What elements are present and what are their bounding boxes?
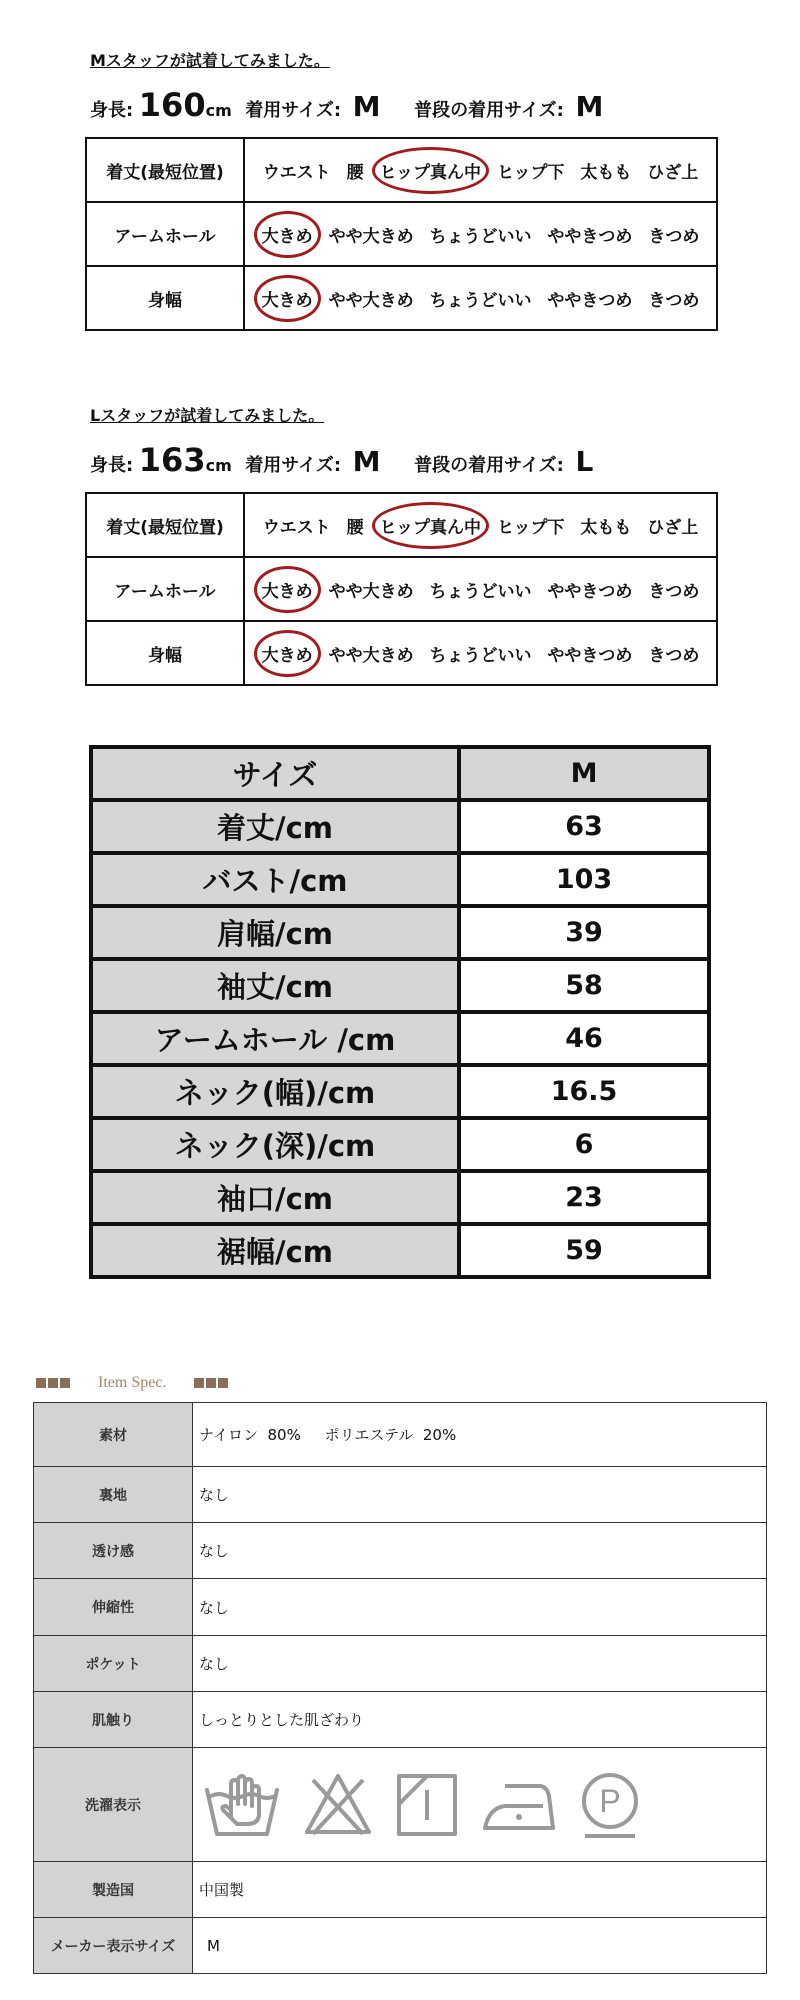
square-bullet-icon <box>48 1378 58 1388</box>
spec-row-pocket <box>34 1636 767 1692</box>
fit-options <box>244 138 717 202</box>
fit-row-label: アームホール <box>86 202 244 266</box>
spec-row-care <box>34 1748 767 1862</box>
item-spec-title <box>36 1374 230 1392</box>
spec-value: M <box>193 1918 767 1974</box>
spec-row-origin <box>34 1862 767 1918</box>
fit-option: やや大きめ <box>328 290 414 311</box>
care-symbols <box>193 1748 767 1862</box>
fit-option: きつめ <box>648 226 700 247</box>
square-bullet-icon <box>60 1378 70 1388</box>
size-row-value: 59 <box>459 1224 709 1277</box>
fit-option: やや大きめ <box>328 581 414 602</box>
spec-value: ナイロン 80% ポリエステル 20% <box>193 1403 767 1467</box>
spec-label: 伸縮性 <box>34 1579 193 1636</box>
fit-option-selected: ヒップ真ん中 <box>380 158 482 183</box>
item-spec-table <box>33 1402 767 1974</box>
worn-size-value: M <box>352 90 381 123</box>
square-bullet-icon <box>36 1378 46 1388</box>
usual-size-value: M <box>575 90 604 123</box>
dry-clean-p-icon <box>579 1770 641 1840</box>
size-row-bust <box>91 853 709 906</box>
fit-row-label: 着丈(最短位置) <box>86 493 244 557</box>
fit-option-selected: 大きめ <box>262 222 313 247</box>
height-unit: cm <box>205 456 232 475</box>
size-row-label: ネック(深)/cm <box>91 1118 459 1171</box>
size-row-neck-width <box>91 1065 709 1118</box>
fit-row-armhole <box>86 557 717 621</box>
staff-l-measurements <box>90 441 621 479</box>
spec-row-material <box>34 1403 767 1467</box>
fit-option: ウエスト <box>262 517 331 538</box>
spec-label: ポケット <box>34 1636 193 1692</box>
square-bullet-icon <box>206 1378 216 1388</box>
spec-row-sheerness <box>34 1523 767 1579</box>
fit-row-label: 身幅 <box>86 621 244 685</box>
staff-m-heading-text: Mスタッフが試着してみました。 <box>90 51 330 70</box>
spec-value: しっとりとした肌ざわり <box>193 1692 767 1748</box>
fit-option-selected: 大きめ <box>262 577 313 602</box>
usual-size-label: 普段の着用サイズ: <box>414 455 564 476</box>
spec-value: なし <box>193 1467 767 1523</box>
fit-option: やや大きめ <box>328 645 414 666</box>
fit-options <box>244 202 717 266</box>
spec-label: 肌触り <box>34 1692 193 1748</box>
fit-option: ややきつめ <box>547 581 633 602</box>
fit-option: きつめ <box>648 645 700 666</box>
worn-size-label: 着用サイズ: <box>245 455 342 476</box>
do-not-bleach-icon <box>303 1770 373 1840</box>
hand-wash-icon <box>203 1770 281 1840</box>
staff-m-measurements <box>90 86 631 124</box>
spec-value: なし <box>193 1636 767 1692</box>
staff-m-fit-table <box>85 137 718 331</box>
fit-option-selected: 大きめ <box>262 286 313 311</box>
spec-label: 洗濯表示 <box>34 1748 193 1862</box>
low-iron-icon <box>481 1770 557 1840</box>
fit-option: ひざ上 <box>647 162 699 183</box>
staff-l-fit-table <box>85 492 718 686</box>
staff-m-heading <box>90 48 368 71</box>
size-row-label: 裾幅/cm <box>91 1224 459 1277</box>
spec-value: なし <box>193 1579 767 1636</box>
fit-option-selected: 大きめ <box>262 641 313 666</box>
spec-value: 中国製 <box>193 1862 767 1918</box>
size-row-value: 58 <box>459 959 709 1012</box>
fit-option: ウエスト <box>262 162 331 183</box>
fit-row-label: 身幅 <box>86 266 244 330</box>
fit-options <box>244 266 717 330</box>
fit-option: ややきつめ <box>547 290 633 311</box>
worn-size-value: M <box>352 445 381 478</box>
fit-row-width <box>86 266 717 330</box>
spec-row-texture <box>34 1692 767 1748</box>
spec-label: 透け感 <box>34 1523 193 1579</box>
spec-label: メーカー表示サイズ <box>34 1918 193 1974</box>
size-row-value: 103 <box>459 853 709 906</box>
fit-row-width <box>86 621 717 685</box>
fit-option: 腰 <box>346 517 364 538</box>
size-table-header <box>91 747 709 800</box>
size-row-value: 46 <box>459 1012 709 1065</box>
fit-option: ヒップ下 <box>496 162 565 183</box>
size-row-cuff <box>91 1171 709 1224</box>
fit-row-length <box>86 138 717 202</box>
size-row-label: バスト/cm <box>91 853 459 906</box>
size-row-shoulder <box>91 906 709 959</box>
height-unit: cm <box>205 101 232 120</box>
fit-option: きつめ <box>648 290 700 311</box>
size-row-label: 肩幅/cm <box>91 906 459 959</box>
size-row-armhole <box>91 1012 709 1065</box>
fit-options <box>244 493 717 557</box>
fit-option: きつめ <box>648 581 700 602</box>
usual-size-value: L <box>575 445 594 478</box>
fit-option: やや大きめ <box>328 226 414 247</box>
fit-option: 太もも <box>580 517 632 538</box>
spec-label: 製造国 <box>34 1862 193 1918</box>
fit-option: ひざ上 <box>647 517 699 538</box>
fit-option: ちょうどいい <box>429 226 532 247</box>
usual-size-label: 普段の着用サイズ: <box>414 100 564 121</box>
fit-row-label: 着丈(最短位置) <box>86 138 244 202</box>
spec-row-lining <box>34 1467 767 1523</box>
height-value: 160 <box>138 86 206 124</box>
size-row-sleeve <box>91 959 709 1012</box>
fit-option: ちょうどいい <box>429 290 532 311</box>
spec-label: 裏地 <box>34 1467 193 1523</box>
height-label: 身長: <box>90 455 134 476</box>
size-row-label: アームホール /cm <box>91 1012 459 1065</box>
size-row-value: 16.5 <box>459 1065 709 1118</box>
spec-value: なし <box>193 1523 767 1579</box>
square-bullet-icon <box>194 1378 204 1388</box>
square-bullet-icon <box>218 1378 228 1388</box>
fit-option: ヒップ下 <box>496 517 565 538</box>
fit-options <box>244 557 717 621</box>
fit-options <box>244 621 717 685</box>
fit-option-selected: ヒップ真ん中 <box>380 513 482 538</box>
size-row-label: 袖口/cm <box>91 1171 459 1224</box>
size-row-value: 39 <box>459 906 709 959</box>
item-spec-title-text: Item Spec. <box>98 1374 167 1392</box>
size-table <box>89 745 711 1279</box>
fit-option: ややきつめ <box>547 226 633 247</box>
svg-text:P: P <box>599 1782 621 1819</box>
worn-size-label: 着用サイズ: <box>245 100 342 121</box>
size-row-label: ネック(幅)/cm <box>91 1065 459 1118</box>
size-row-value: 6 <box>459 1118 709 1171</box>
height-label: 身長: <box>90 100 134 121</box>
size-row-value: 63 <box>459 800 709 853</box>
fit-row-armhole <box>86 202 717 266</box>
fit-option: 腰 <box>346 162 364 183</box>
size-row-value: 23 <box>459 1171 709 1224</box>
fit-option: ちょうどいい <box>429 645 532 666</box>
fit-row-label: アームホール <box>86 557 244 621</box>
staff-l-heading <box>90 403 362 426</box>
size-row-label: 袖丈/cm <box>91 959 459 1012</box>
size-row-neck-depth <box>91 1118 709 1171</box>
line-dry-icon <box>395 1770 459 1840</box>
size-row-label: 着丈/cm <box>91 800 459 853</box>
staff-l-heading-text: Lスタッフが試着してみました。 <box>90 406 325 425</box>
size-header-label: サイズ <box>91 747 459 800</box>
size-header-value: M <box>459 747 709 800</box>
spec-row-stretch <box>34 1579 767 1636</box>
spec-row-maker-size <box>34 1918 767 1974</box>
fit-row-length <box>86 493 717 557</box>
height-value: 163 <box>138 441 206 479</box>
spec-label: 素材 <box>34 1403 193 1467</box>
fit-option: 太もも <box>580 162 632 183</box>
size-row-hem <box>91 1224 709 1277</box>
fit-option: ややきつめ <box>547 645 633 666</box>
fit-option: ちょうどいい <box>429 581 532 602</box>
size-row-length <box>91 800 709 853</box>
